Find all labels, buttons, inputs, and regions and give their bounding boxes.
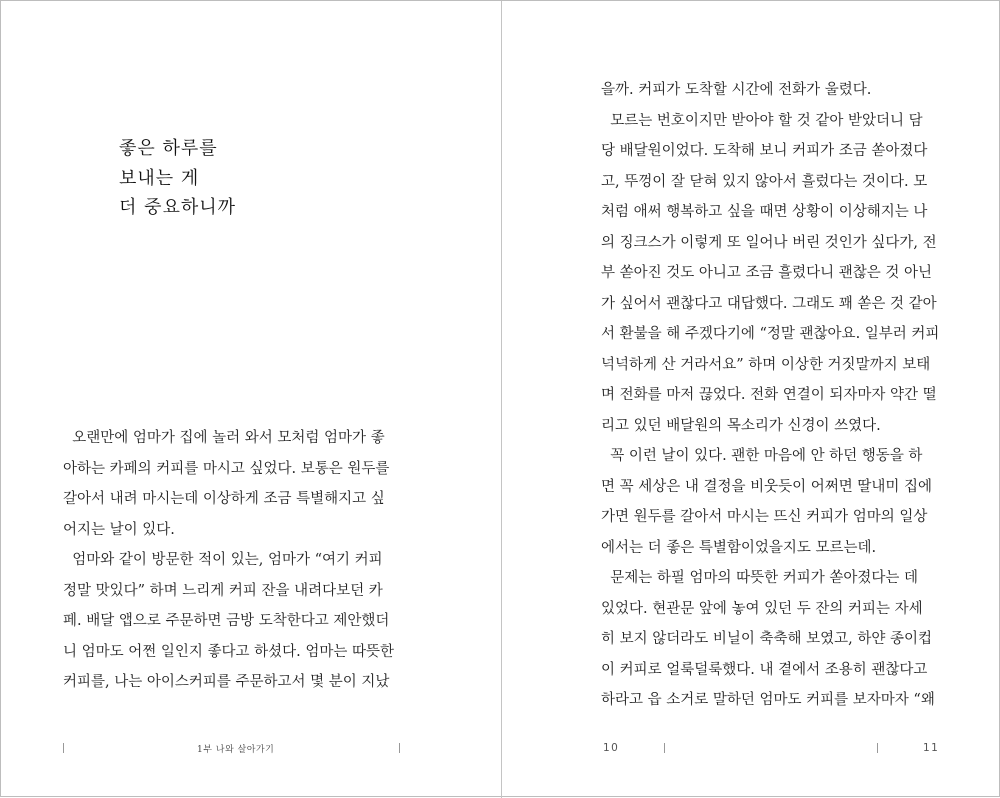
- text-line-content: 서 환불을 해 주겠다기에 “정말 괜찮아요. 일부러 커피: [601, 326, 940, 342]
- footer-rule-mark: [63, 743, 64, 753]
- text-line: [63, 454, 417, 485]
- text-line: [601, 75, 945, 106]
- text-line: [63, 515, 417, 546]
- left-page: [1, 1, 501, 798]
- text-line: [601, 594, 945, 625]
- text-line-content: 정말 맛있다” 하며 느리게 커피 잔을 내려다보던 카: [63, 582, 383, 599]
- chapter-title: [119, 134, 236, 223]
- text-line: [63, 545, 417, 576]
- text-line: [601, 258, 945, 289]
- text-line-content: 오랜만에 엄마가 집에 놀러 와서 모처럼 엄마가 좋: [63, 430, 385, 446]
- text-line: [63, 667, 417, 698]
- text-line-content: 꼭 이런 날이 있다. 괜한 마음에 안 하던 행동을 하: [601, 448, 923, 464]
- text-line: [601, 472, 945, 503]
- text-line: [63, 637, 417, 668]
- text-line: [601, 411, 945, 442]
- text-line-content: 면 꼭 세상은 내 결정을 비웃듯이 어쩌면 딸내미 집에: [601, 478, 933, 495]
- text-line: [601, 106, 945, 137]
- text-line-content: 갈아서 내려 마시는데 이상하게 조금 특별해지고 싶: [63, 491, 385, 507]
- text-line-content: 부 쏟아진 것도 아니고 조금 흘렸다니 괜찮은 것 아닌: [601, 265, 933, 281]
- text-line-content: 문제는 하필 엄마의 따뜻한 커피가 쏟아졌다는 데: [601, 570, 919, 586]
- text-line: [601, 289, 945, 320]
- text-line-content: 가면 원두를 갈아서 마시는 뜨신 커피가 엄마의 일상: [601, 509, 928, 525]
- footer-rule-mark: [877, 743, 878, 753]
- text-line: [601, 685, 945, 716]
- chapter-title-line: 좋은 하루를: [119, 138, 218, 159]
- page-number-right: 11: [923, 742, 940, 754]
- footer-rule-mark: [399, 743, 400, 753]
- running-head: 1부 나와 살아가기: [197, 745, 275, 755]
- text-line: [601, 228, 945, 259]
- chapter-title-line: 보내는 게: [119, 167, 200, 189]
- text-line: [601, 167, 945, 198]
- text-line-content: 고, 뚜껑이 잘 닫혀 있지 않아서 흘렀다는 것이다. 모: [601, 173, 928, 190]
- text-line-content: 하라고 읍 소거로 말하던 엄마도 커피를 보자마자 “왜: [601, 692, 935, 708]
- footer-rule-mark: [664, 743, 665, 753]
- text-line: [63, 576, 417, 607]
- text-line-content: 며 전화를 마저 끊었다. 전화 연결이 되자마자 약간 떨: [601, 387, 937, 403]
- text-line: [601, 380, 945, 411]
- text-line-content: 히 보지 않더라도 비닐이 축축해 보였고, 하얀 종이컵: [601, 631, 933, 647]
- text-line: [601, 502, 945, 533]
- text-line-content: 에서는 더 좋은 특별함이었을지도 모르는데.: [601, 539, 877, 556]
- text-line-content: 페. 배달 앱으로 주문하면 금방 도착한다고 제안했더: [63, 613, 390, 629]
- text-line-content: 넉넉하게 산 거라서요” 하며 이상한 거짓말까지 보태: [601, 356, 931, 373]
- text-line-content: 아하는 카페의 커피를 마시고 싶었다. 보통은 원두를: [63, 460, 390, 477]
- text-line: [601, 533, 945, 564]
- text-line: [63, 606, 417, 637]
- text-line: [63, 484, 417, 515]
- text-line: [601, 350, 945, 381]
- page-number-left: 10: [603, 742, 620, 754]
- text-line-content: 리고 있던 배달원의 목소리가 신경이 쓰였다.: [601, 417, 881, 434]
- left-body-text: [63, 423, 417, 698]
- text-line-content: 당 배달원이었다. 도착해 보니 커피가 조금 쏟아졌다: [601, 143, 928, 159]
- text-line: [601, 563, 945, 594]
- text-line-content: 있었다. 현관문 앞에 놓여 있던 두 잔의 커피는 자세: [601, 600, 923, 617]
- text-line-content: 처럼 애써 행복하고 싶을 때면 상황이 이상해지는 나: [601, 204, 928, 220]
- text-line-content: 을까. 커피가 도착할 시간에 전화가 울렸다.: [601, 82, 872, 98]
- text-line: [601, 441, 945, 472]
- text-line-content: 어지는 날이 있다.: [63, 521, 175, 538]
- text-line-content: 가 싶어서 괜찮다고 대답했다. 그래도 꽤 쏟은 것 같아: [601, 295, 937, 312]
- text-line: [601, 655, 945, 686]
- chapter-title-line: 더 중요하니까: [119, 197, 237, 218]
- text-line: [601, 197, 945, 228]
- text-line: [601, 319, 945, 350]
- text-line-content: 모르는 번호이지만 받아야 할 것 같아 받았더니 담: [601, 112, 923, 129]
- text-line: [601, 624, 945, 655]
- text-line: [63, 423, 417, 454]
- right-body-text: [601, 75, 945, 716]
- text-line-content: 엄마와 같이 방문한 적이 있는, 엄마가 “여기 커피: [63, 552, 383, 568]
- text-line-content: 의 징크스가 이렇게 또 일어나 버린 것인가 싶다가, 전: [601, 234, 937, 251]
- text-line-content: 커피를, 나는 아이스커피를 주문하고서 몇 분이 지났: [63, 674, 390, 690]
- text-line-content: 니 엄마도 어쩐 일인지 좋다고 하셨다. 엄마는 따뜻한: [63, 643, 395, 660]
- text-line-content: 이 커피로 얼룩덜룩했다. 내 곁에서 조용히 괜찮다고: [601, 661, 928, 678]
- text-line: [601, 136, 945, 167]
